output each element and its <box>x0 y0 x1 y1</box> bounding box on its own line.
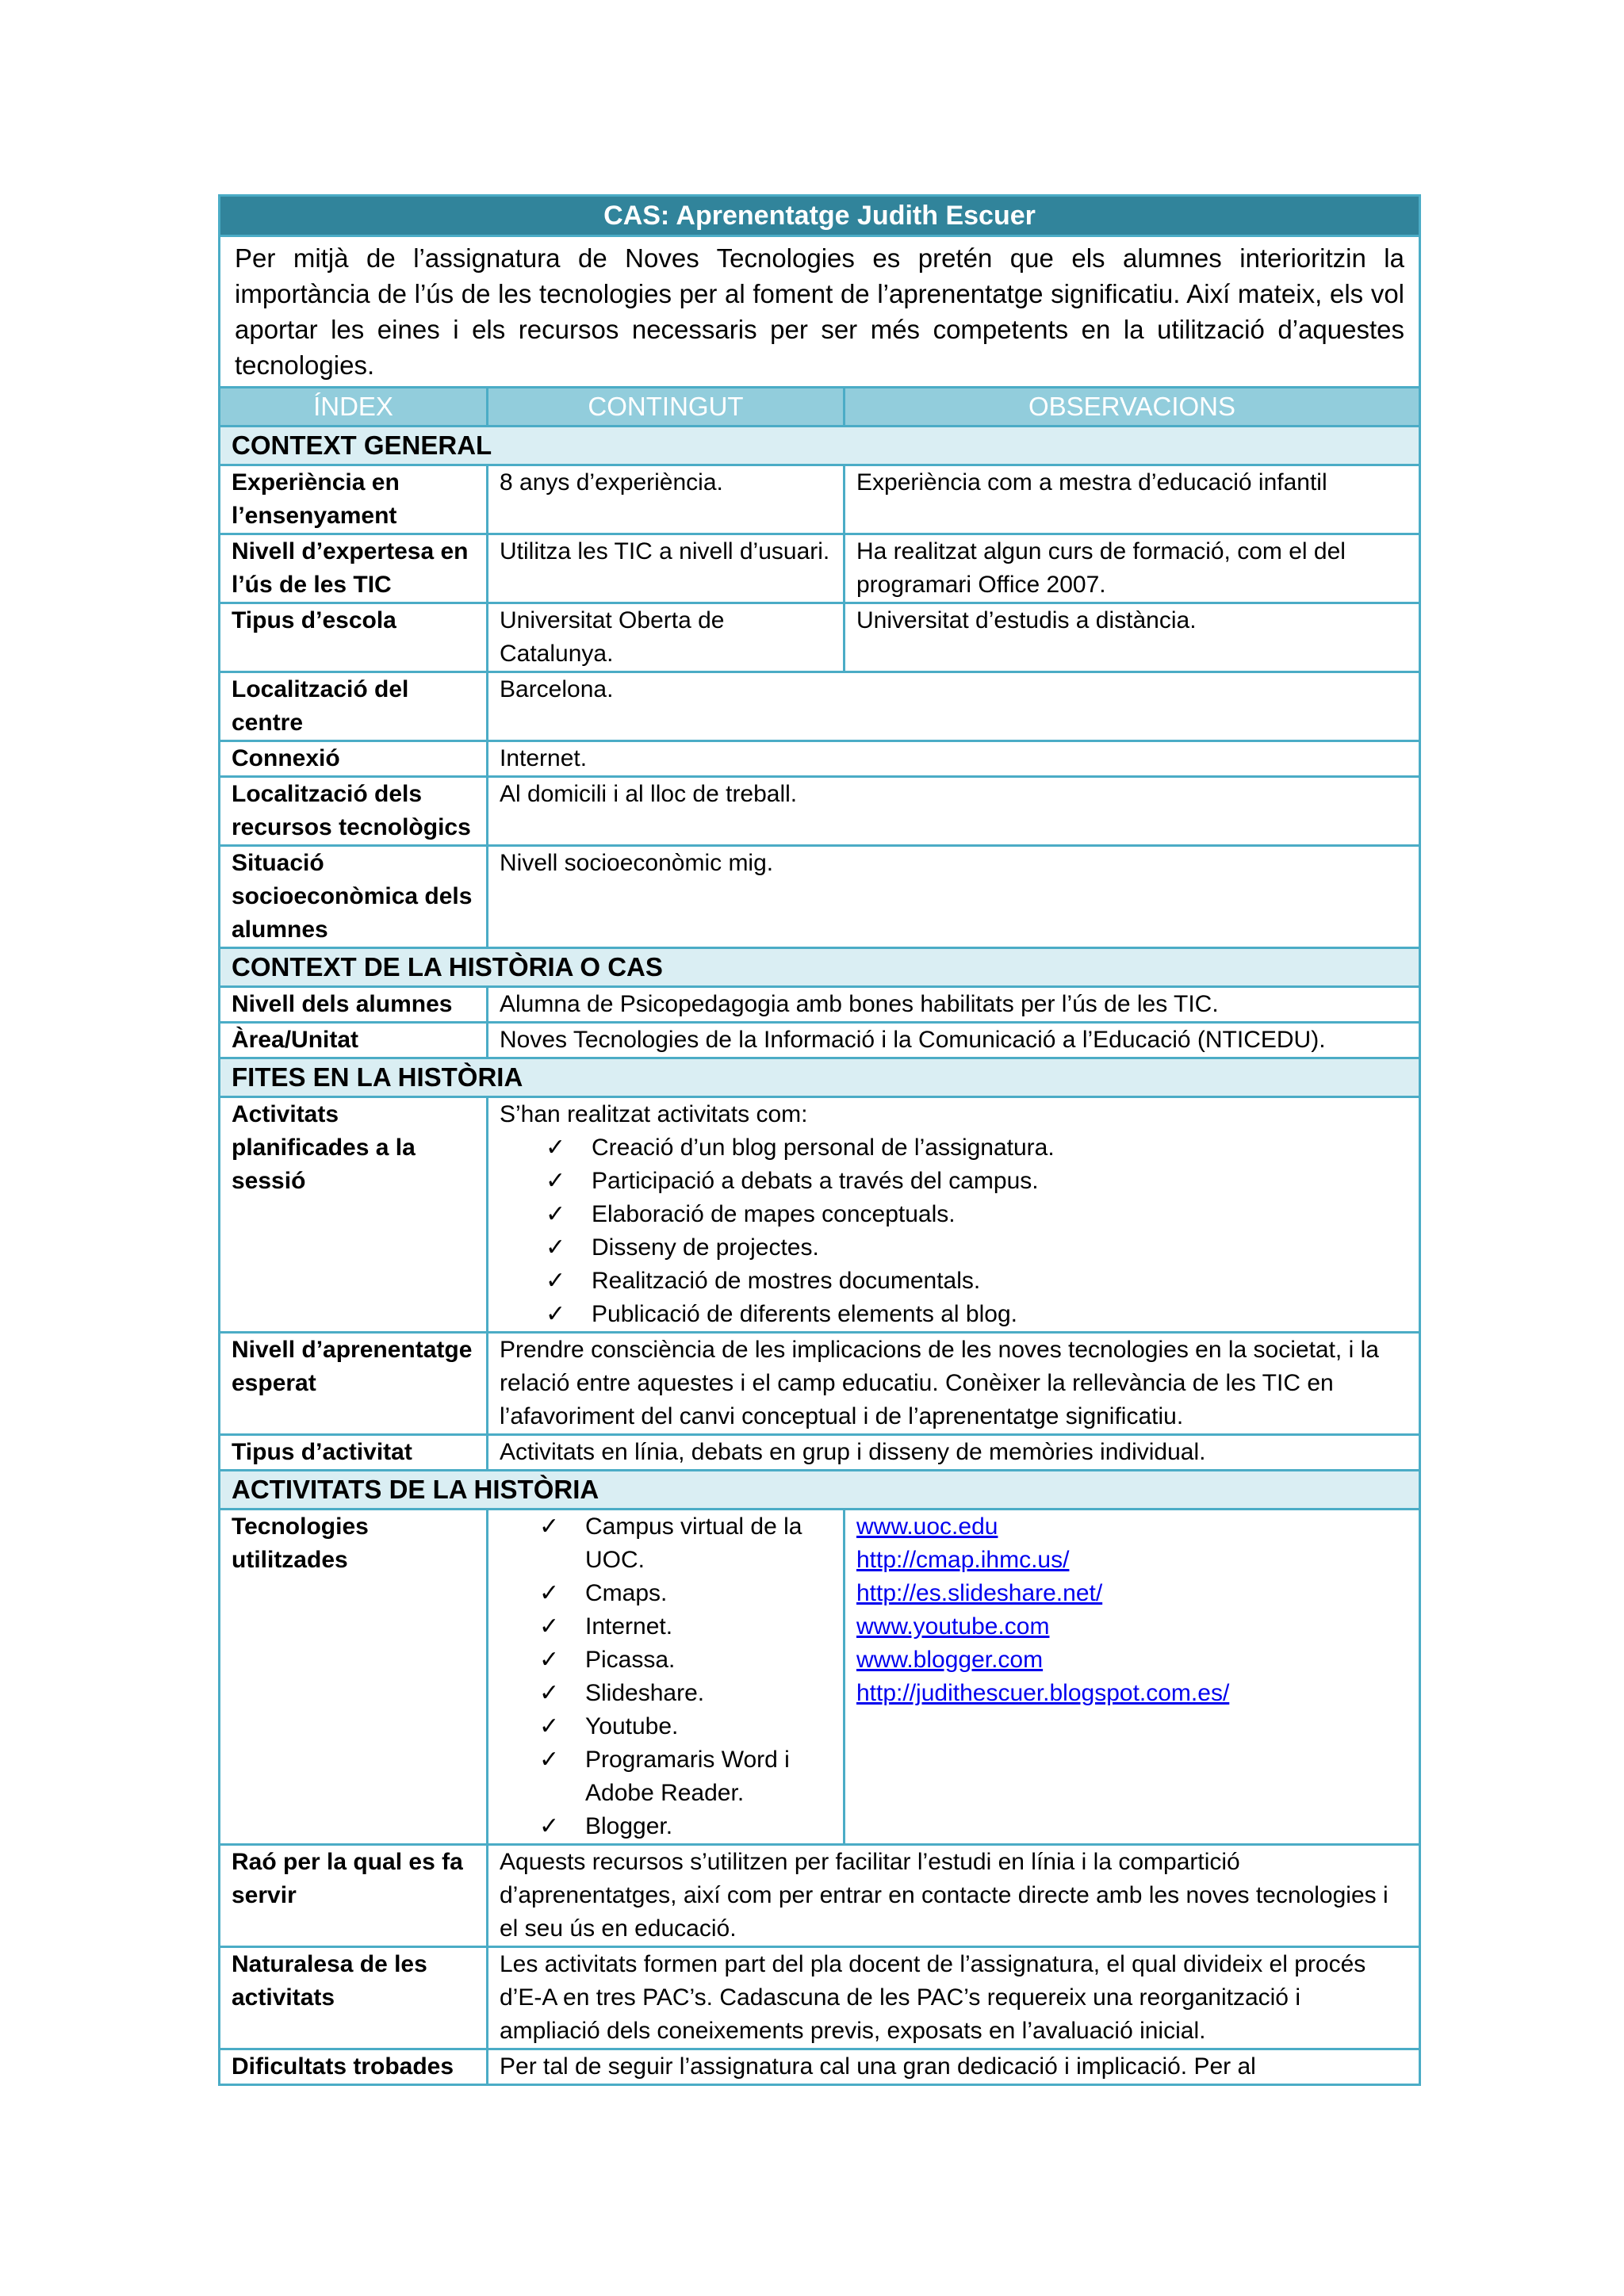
table-row <box>220 1097 1420 1333</box>
row-label: Localització dels recursos tecnològics <box>220 777 488 846</box>
list-item-text: Blogger. <box>585 1813 673 1839</box>
row-label: Nivell dels alumnes <box>220 987 488 1023</box>
intro-row <box>220 236 1420 388</box>
row-label: Experiència en l’ensenyament <box>220 465 488 534</box>
row-content: Activitats en línia, debats en grup i disseny de memòries individual. <box>488 1435 1420 1471</box>
row-content: Barcelona. <box>488 672 1420 741</box>
table-row <box>220 777 1420 846</box>
list-item <box>539 1510 832 1577</box>
column-header-index: ÍNDEX <box>220 388 488 427</box>
table-row <box>220 1435 1420 1471</box>
row-content: Noves Tecnologies de la Informació i la Comunicació a l’Educació (NTICEDU). <box>488 1023 1420 1058</box>
list-item-text: Campus virtual de la UOC. <box>585 1513 802 1573</box>
table-row <box>220 1510 1420 1845</box>
list-item <box>546 1231 1408 1265</box>
link-slideshare[interactable]: http://es.slideshare.net/ <box>856 1580 1103 1606</box>
table-row <box>220 987 1420 1023</box>
check-icon: ✓ <box>539 1813 560 1839</box>
table-row <box>220 603 1420 672</box>
check-icon: ✓ <box>546 1268 566 1294</box>
list-item-text: Cmaps. <box>585 1580 668 1606</box>
list-item <box>539 1577 832 1610</box>
list-item <box>539 1610 832 1644</box>
link-youtube[interactable]: www.youtube.com <box>856 1613 1050 1640</box>
row-label: Raó per la qual es fa servir <box>220 1845 488 1947</box>
section-title-activitats: ACTIVITATS DE LA HISTÒRIA <box>220 1471 1420 1510</box>
row-label: Connexió <box>220 741 488 777</box>
list-item <box>539 1710 832 1743</box>
link-uoc[interactable]: www.uoc.edu <box>856 1513 998 1540</box>
technologies-list <box>500 1510 832 1843</box>
row-content <box>488 1097 1420 1333</box>
check-icon: ✓ <box>546 1135 566 1161</box>
table-row <box>220 2049 1420 2085</box>
check-icon: ✓ <box>539 1580 560 1606</box>
list-item-text: Elaboració de mapes conceptuals. <box>592 1201 956 1227</box>
table-row <box>220 1845 1420 1947</box>
list-item-text: Participació a debats a través del campus. <box>592 1168 1039 1194</box>
row-label: Activitats planificades a la sessió <box>220 1097 488 1333</box>
list-item <box>546 1298 1408 1331</box>
table-row <box>220 672 1420 741</box>
column-header-content: CONTINGUT <box>488 388 845 427</box>
row-content: Al domicili i al lloc de treball. <box>488 777 1420 846</box>
list-item-text: Creació d’un blog personal de l’assignatura. <box>592 1135 1055 1161</box>
row-content: Internet. <box>488 741 1420 777</box>
check-icon: ✓ <box>539 1713 560 1739</box>
section-title-fites: FITES EN LA HISTÒRIA <box>220 1058 1420 1097</box>
list-item <box>546 1131 1408 1165</box>
row-content: Utilitza les TIC a nivell d’usuari. <box>488 534 845 603</box>
row-content: Prendre consciència de les implicacions de les noves tecnologies en la societat, i la relació entre aquestes i el camp educatiu. Conèixer la rellevància de les TIC en l’afavoriment del canvi conceptual i de l’aprenentatge significatiu. <box>488 1333 1420 1435</box>
check-icon: ✓ <box>546 1234 566 1261</box>
list-item-text: Youtube. <box>585 1713 679 1739</box>
check-icon: ✓ <box>539 1513 560 1540</box>
link-cmap[interactable]: http://cmap.ihmc.us/ <box>856 1547 1070 1573</box>
column-header-row <box>220 388 1420 427</box>
table-title: CAS: Aprenentatge Judith Escuer <box>220 196 1420 236</box>
table-row <box>220 846 1420 948</box>
column-header-observations: OBSERVACIONS <box>845 388 1420 427</box>
section-title-context-general: CONTEXT GENERAL <box>220 427 1420 465</box>
section-header-row <box>220 1471 1420 1510</box>
check-icon: ✓ <box>539 1747 560 1773</box>
check-icon: ✓ <box>546 1168 566 1194</box>
row-label: Tecnologies utilitzades <box>220 1510 488 1845</box>
row-content <box>488 1510 845 1845</box>
list-item <box>539 1644 832 1677</box>
section-header-row <box>220 1058 1420 1097</box>
table-row <box>220 741 1420 777</box>
activities-intro: S’han realitzat activitats com: <box>500 1101 808 1127</box>
list-item-text: Programaris Word i Adobe Reader. <box>585 1747 790 1806</box>
check-icon: ✓ <box>546 1201 566 1227</box>
section-title-context-historia: CONTEXT DE LA HISTÒRIA O CAS <box>220 948 1420 987</box>
row-observations: Experiència com a mestra d’educació infantil <box>845 465 1420 534</box>
link-blogger[interactable]: www.blogger.com <box>856 1647 1044 1673</box>
title-row <box>220 196 1420 236</box>
row-content: 8 anys d’experiència. <box>488 465 845 534</box>
row-label: Àrea/Unitat <box>220 1023 488 1058</box>
intro-text: Per mitjà de l’assignatura de Noves Tecnologies es pretén que els alumnes interioritzin la importància de l’ús de les tecnologies per al foment de l’aprenentatge significatiu. Així mateix, els vol aportar les eines i els recursos necessaris per ser més competents en la utilització d’aquestes tecnologies. <box>220 236 1420 388</box>
row-content: Alumna de Psicopedagogia amb bones habilitats per l’ús de les TIC. <box>488 987 1420 1023</box>
row-observations: Ha realitzat algun curs de formació, com el del programari Office 2007. <box>845 534 1420 603</box>
row-content: Les activitats formen part del pla docent de l’assignatura, el qual divideix el procés d’E-A en tres PAC’s. Cadascuna de les PAC’s requereix una reorganització i ampliació dels coneixements previs, exposats en l’avaluació inicial. <box>488 1947 1420 2049</box>
row-label: Tipus d’escola <box>220 603 488 672</box>
list-item-text: Disseny de projectes. <box>592 1234 819 1261</box>
list-item-text: Publicació de diferents elements al blog. <box>592 1301 1017 1327</box>
list-item <box>546 1198 1408 1231</box>
row-label: Localització del centre <box>220 672 488 741</box>
section-header-row <box>220 948 1420 987</box>
row-observations <box>845 1510 1420 1845</box>
section-header-row <box>220 427 1420 465</box>
check-icon: ✓ <box>539 1613 560 1640</box>
row-content: Universitat Oberta de Catalunya. <box>488 603 845 672</box>
list-item-text: Picassa. <box>585 1647 676 1673</box>
list-item-text: Internet. <box>585 1613 673 1640</box>
case-table <box>218 194 1421 2086</box>
table-row <box>220 534 1420 603</box>
row-label: Nivell d’expertesa en l’ús de les TIC <box>220 534 488 603</box>
list-item <box>539 1810 832 1843</box>
list-item-text: Slideshare. <box>585 1680 705 1706</box>
table-row <box>220 1023 1420 1058</box>
table-row <box>220 1333 1420 1435</box>
list-item-text: Realització de mostres documentals. <box>592 1268 981 1294</box>
row-label: Tipus d’activitat <box>220 1435 488 1471</box>
list-item <box>539 1743 832 1810</box>
row-observations: Universitat d’estudis a distància. <box>845 603 1420 672</box>
row-content: Per tal de seguir l’assignatura cal una gran dedicació i implicació. Per al <box>488 2049 1420 2085</box>
row-label: Situació socioeconòmica dels alumnes <box>220 846 488 948</box>
check-icon: ✓ <box>539 1680 560 1706</box>
table-row <box>220 465 1420 534</box>
list-item <box>546 1265 1408 1298</box>
row-label: Nivell d’aprenentatge esperat <box>220 1333 488 1435</box>
row-label: Dificultats trobades <box>220 2049 488 2085</box>
table-row <box>220 1947 1420 2049</box>
list-item <box>539 1677 832 1710</box>
check-icon: ✓ <box>546 1301 566 1327</box>
link-judith-blog[interactable]: http://judithescuer.blogspot.com.es/ <box>856 1680 1230 1706</box>
row-label: Naturalesa de les activitats <box>220 1947 488 2049</box>
check-icon: ✓ <box>539 1647 560 1673</box>
activities-list <box>500 1131 1408 1331</box>
row-content: Aquests recursos s’utilitzen per facilitar l’estudi en línia i la compartició d’aprenentatges, així com per entrar en contacte directe amb les noves tecnologies i el seu ús en educació. <box>488 1845 1420 1947</box>
row-content: Nivell socioeconòmic mig. <box>488 846 1420 948</box>
list-item <box>546 1165 1408 1198</box>
